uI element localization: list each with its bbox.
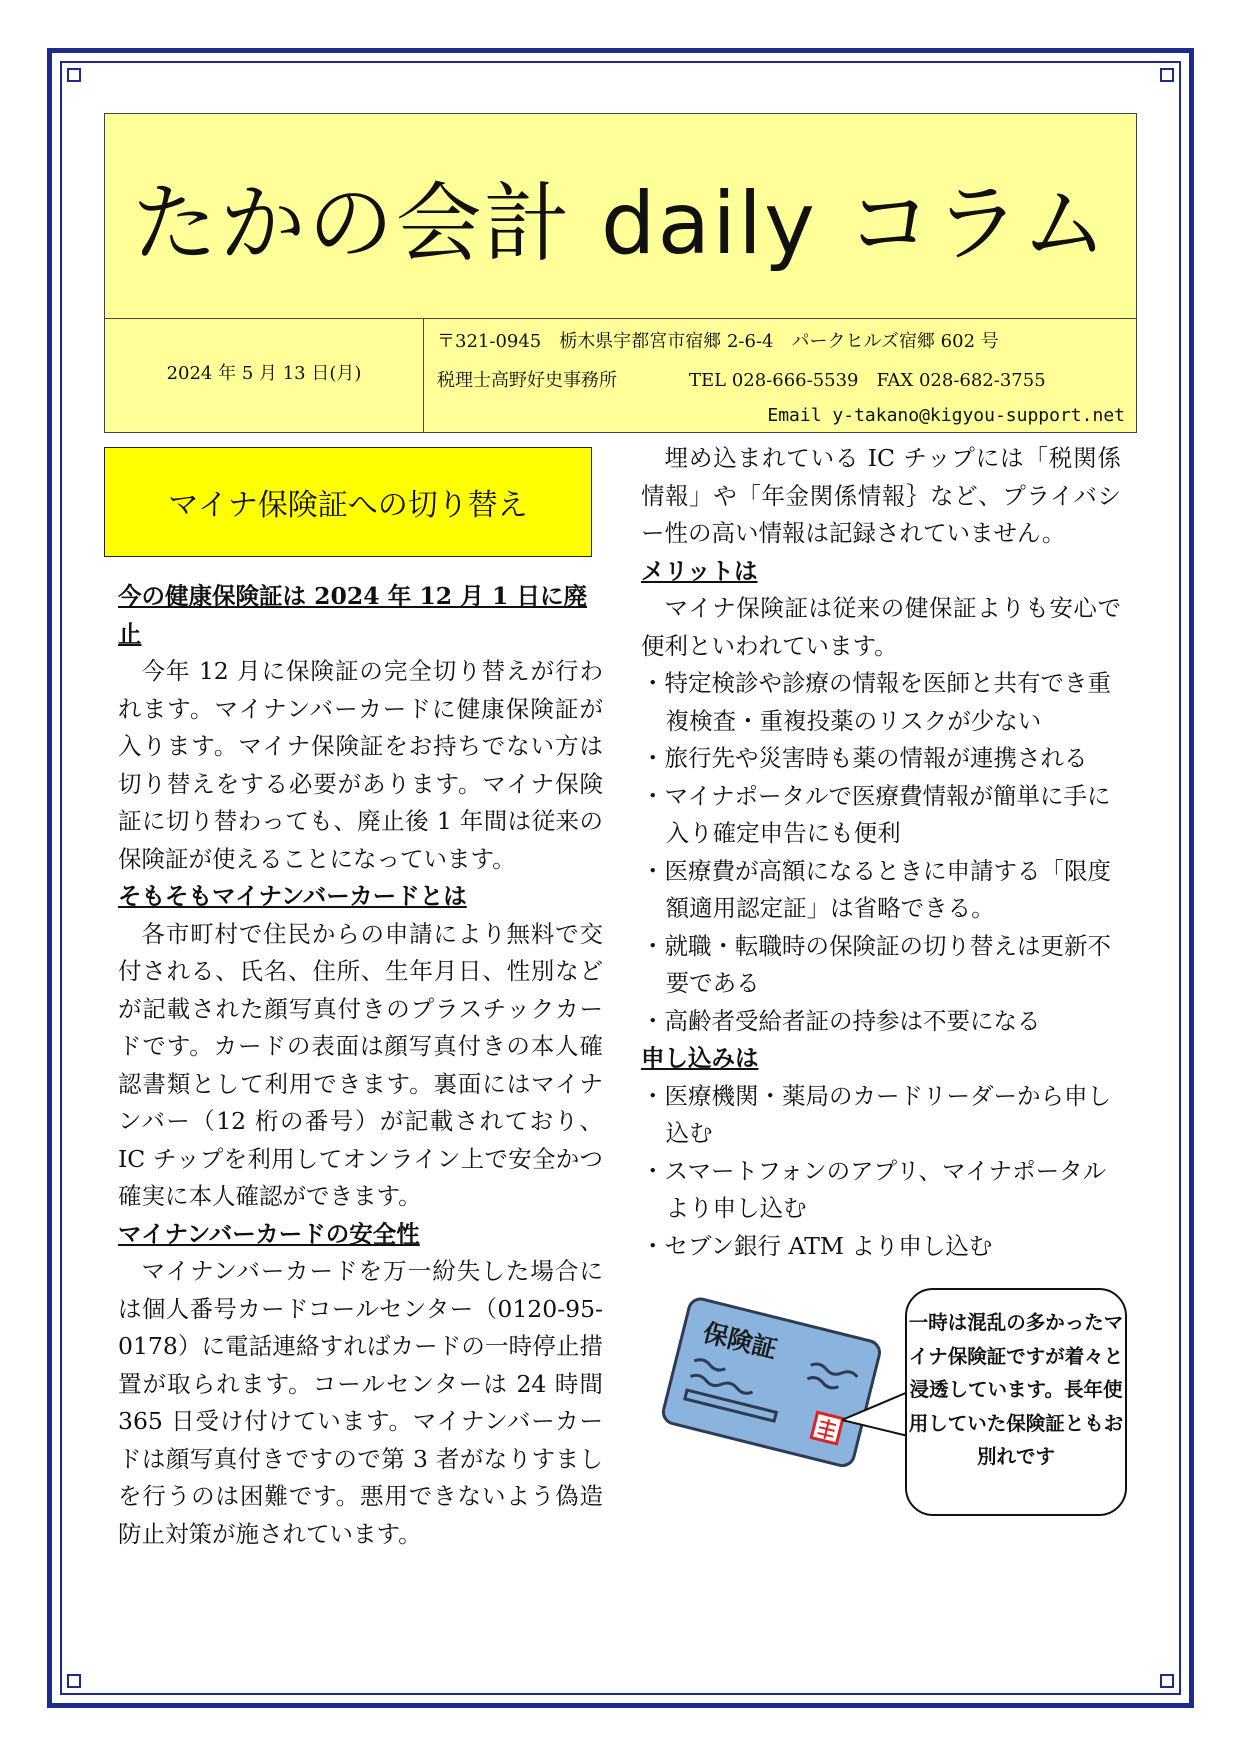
newsletter-title: たかの会計 daily コラム: [131, 174, 1110, 274]
list-item: ・旅行先や災害時も薬の情報が連携される: [641, 744, 1088, 772]
left-column: [118, 578, 603, 1553]
paragraph: マイナ保険証は従来の健保証よりも安心で便利といわれています。: [641, 594, 1121, 660]
speech-bubble-tail: [842, 1390, 912, 1450]
card-label: 保険証: [700, 1317, 780, 1365]
section-heading: マイナンバーカードの安全性: [118, 1219, 420, 1248]
section-heading: 今の健康保険証は 2024 年 12 月 1 日に廃止: [118, 582, 588, 648]
speech-bubble: 一時は混乱の多かったマイナ保険証ですが着々と浸透しています。長年使用していた保険証ともお別れです: [905, 1288, 1127, 1516]
masthead: [104, 113, 1137, 319]
paragraph: マイナンバーカードを万一紛失した場合には個人番号カードコールセンター（0120-95-0178）に電話連絡すればカードの一時停止措置が取られます。コールセンターは 24 時間 365 日受け付けています。マイナンバーカードは顔写真付きですので第 3 者がなりすましを行うのは困難です。悪用できないよう偽造防止対策が施されています。: [118, 1257, 603, 1548]
office-contact: 税理士高野好史事務所 TEL 028-666-5539 FAX 028-682-3755: [437, 370, 1046, 391]
issue-date: 2024 年 5 月 13 日(月): [166, 363, 362, 384]
border-corner-ornament: [67, 1674, 81, 1688]
list-item: ・セブン銀行 ATM より申し込む: [641, 1231, 993, 1260]
list-item: ・マイナポータルで医療費情報が簡単に手に入り確定申告にも便利: [641, 781, 1111, 847]
paragraph: 今年 12 月に保険証の完全切り替えが行われます。マイナンバーカードに健康保険証が入ります。マイナ保険証をお持ちでない方は切り替えをする必要があります。マイナ保険証に切り替わっても、廃止後 1 年間は従来の保険証が使えることになっています。: [118, 657, 603, 873]
section-heading: メリットは: [641, 556, 758, 585]
list-item: ・高齢者受給者証の持参は不要になる: [641, 1006, 1041, 1035]
office-address: 〒321-0945 栃木県宇都宮市宿郷 2-6-4 パークヒルズ宿郷 602 号: [437, 331, 999, 352]
list-item: ・医療機関・薬局のカードリーダーから申し込む: [641, 1081, 1111, 1147]
section-heading: 申し込みは: [641, 1044, 759, 1072]
section-heading: そもそもマイナンバーカードとは: [118, 882, 467, 910]
list-item: ・医療費が高額になるときに申請する「限度額適用認定証」は省略できる。: [641, 856, 1111, 922]
masthead-info: [104, 318, 1137, 433]
office-email: Email y-takano@kigyou-support.net: [767, 405, 1125, 426]
list-item: ・スマートフォンのアプリ、マイナポータルより申し込む: [641, 1156, 1107, 1222]
article-title: マイナ保険証への切り替え: [168, 488, 528, 523]
list-item: ・特定検診や診療の情報を医師と共有でき重複検査・重複投薬のリスクが少ない: [641, 669, 1111, 735]
paragraph: 埋め込まれている IC チップには「税関係情報」や「年金関係情報｝など、プライバシー性の高い情報は記録されていません。: [641, 444, 1121, 547]
border-corner-ornament: [1160, 1674, 1174, 1688]
list-item: ・就職・転職時の保険証の切り替えは更新不要である: [641, 931, 1111, 997]
masthead-divider: [423, 319, 424, 432]
border-corner-ornament: [67, 68, 81, 82]
article-title-box: [104, 447, 592, 557]
paragraph: 各市町村で住民からの申請により無料で交付される、氏名、住所、生年月日、性別などが記載された顔写真付きのプラスチックカードです。カードの表面は顔写真付きの本人確認書類として利用できます。裏面にはマイナンバー（12 桁の番号）が記載されており、IC チップを利用してオンライン上で安全かつ確実に本人確認ができます。: [118, 919, 603, 1210]
border-corner-ornament: [1160, 68, 1174, 82]
right-column: [641, 440, 1121, 1265]
